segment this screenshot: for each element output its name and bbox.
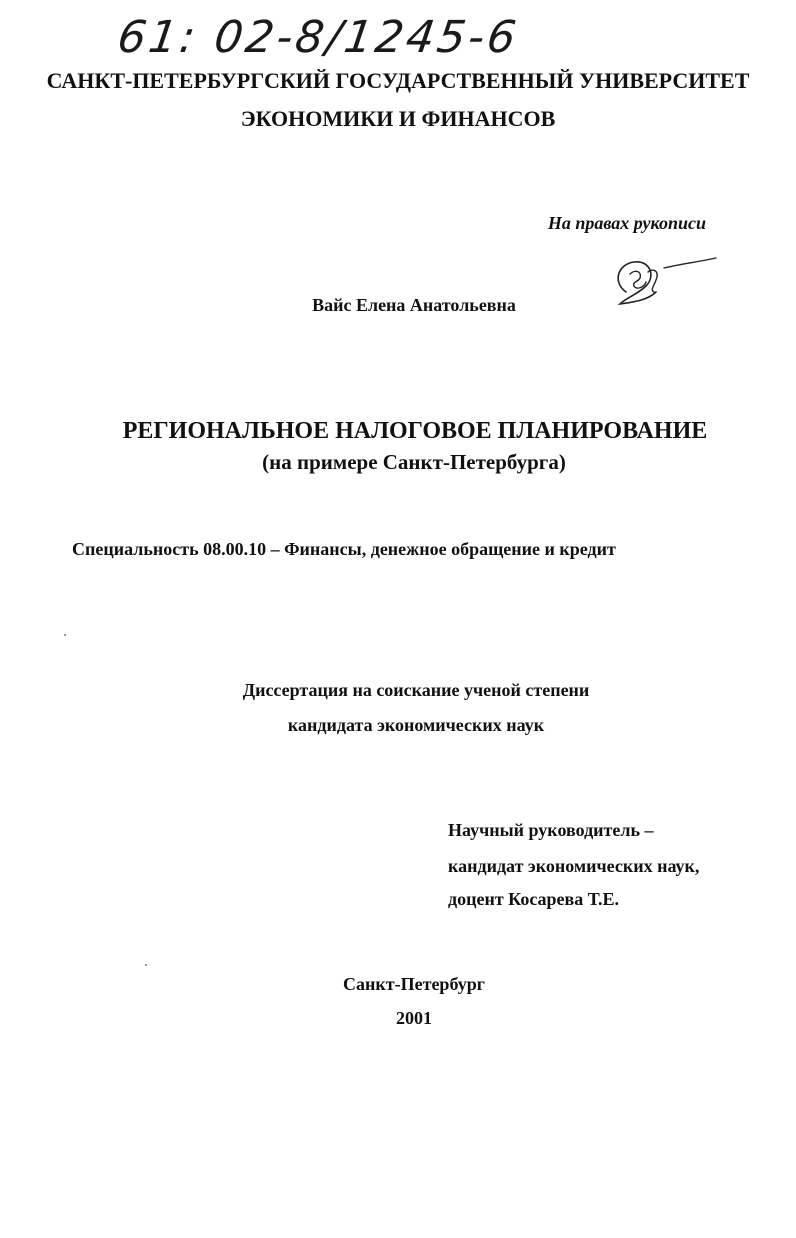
advisor-line-2: кандидат экономических наук, xyxy=(448,856,700,876)
dissertation-degree-line-2: кандидата экономических наук xyxy=(287,715,545,735)
thesis-subtitle: (на примере Санкт-Петербурга) xyxy=(262,450,566,474)
advisor-line-1: Научный руководитель – xyxy=(448,820,654,840)
author-name: Вайс Елена Анатольевна xyxy=(312,295,516,315)
university-name-line-2: ЭКОНОМИКИ И ФИНАНСОВ xyxy=(240,106,556,131)
year: 2001 xyxy=(396,1008,432,1028)
city: Санкт-Петербург xyxy=(343,974,485,994)
advisor-line-3: доцент Косарева Т.Е. xyxy=(448,889,619,909)
archive-code: 61: 02-8/1245-6 xyxy=(114,12,522,63)
specialty: Специальность 08.00.10 – Финансы, денежное обращение и кредит xyxy=(72,539,616,559)
scan-speck xyxy=(64,634,66,636)
thesis-title: РЕГИОНАЛЬНОЕ НАЛОГОВОЕ ПЛАНИРОВАНИЕ xyxy=(122,418,708,444)
dissertation-degree-line-1: Диссертация на соискание ученой степени xyxy=(242,680,590,700)
scan-speck xyxy=(145,964,147,966)
university-name-line-1: САНКТ-ПЕТЕРБУРГСКИЙ ГОСУДАРСТВЕННЫЙ УНИВЕРСИТЕТ xyxy=(46,68,750,93)
manuscript-note: На правах рукописи xyxy=(547,213,706,233)
